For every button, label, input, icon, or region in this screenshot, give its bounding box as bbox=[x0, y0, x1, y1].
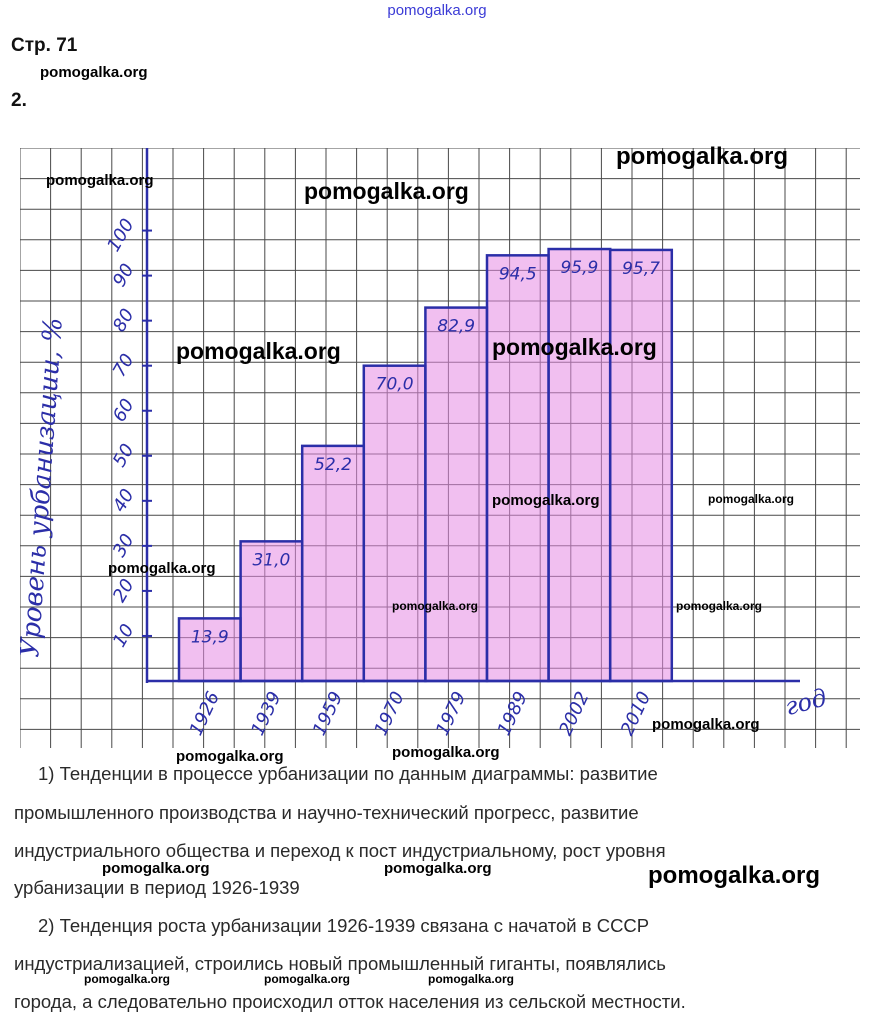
bar-value-label: 95,9 bbox=[560, 258, 599, 279]
y-tick-label: 50 bbox=[108, 440, 139, 471]
bar-value-label: 31,0 bbox=[252, 550, 291, 571]
watermark-text: pomogalka.org bbox=[264, 972, 351, 986]
urbanization-chart bbox=[20, 148, 860, 748]
watermark-text: pomogalka.org bbox=[176, 338, 341, 364]
watermark-text: pomogalka.org bbox=[40, 64, 148, 81]
answer-2-line-2: индустриализацией, строились новый промышленный гиганты, появлялись bbox=[14, 953, 666, 974]
chart-canvas bbox=[20, 148, 860, 748]
x-tick-label: 1959 bbox=[308, 688, 348, 739]
watermark-text: pomogalka.org bbox=[102, 860, 210, 877]
bar-2010 bbox=[610, 250, 672, 681]
answer-1-line-3: индустриального общества и переход к пост индустриальному, рост уровня bbox=[14, 840, 666, 861]
watermark-text: pomogalka.org bbox=[708, 492, 795, 506]
x-tick-label: 1989 bbox=[493, 688, 533, 739]
x-tick-label: 1939 bbox=[247, 688, 286, 739]
y-tick-label: 40 bbox=[108, 485, 139, 516]
watermark-text: pomogalka.org bbox=[676, 599, 763, 613]
x-tick-label: 2010 bbox=[616, 688, 656, 739]
watermark-text: pomogalka.org bbox=[392, 744, 500, 761]
watermark-text: pomogalka.org bbox=[616, 143, 789, 170]
y-tick-label: 70 bbox=[108, 350, 139, 381]
bar-2002 bbox=[549, 249, 611, 681]
bar-value-label: 13,9 bbox=[190, 627, 229, 648]
bar-value-label: 70,0 bbox=[375, 374, 414, 395]
answer-2-line-1: 2) Тенденция роста урбанизации 1926-1939 связана с начатой в СССР bbox=[38, 915, 650, 936]
watermark-text: pomogalka.org bbox=[108, 560, 216, 577]
bar-1970 bbox=[364, 366, 426, 681]
bar-value-label: 94,5 bbox=[498, 264, 537, 285]
y-tick-label: 60 bbox=[108, 395, 139, 426]
y-tick-label: 10 bbox=[108, 620, 139, 651]
x-tick-label: 2002 bbox=[555, 688, 594, 739]
bar-1989 bbox=[487, 255, 549, 681]
site-watermark-top: pomogalka.org bbox=[387, 2, 487, 19]
bar-1979 bbox=[425, 308, 487, 681]
x-axis-title: год bbox=[782, 683, 830, 722]
bar-value-label: 52,2 bbox=[314, 454, 352, 475]
bar-1959 bbox=[302, 446, 364, 681]
x-tick-label: 1979 bbox=[432, 688, 471, 739]
watermark-text: pomogalka.org bbox=[304, 178, 469, 204]
bar-value-label: 82,9 bbox=[437, 316, 476, 337]
watermark-text: pomogalka.org bbox=[492, 334, 657, 360]
task-number: 2. bbox=[11, 90, 27, 111]
watermark-text: pomogalka.org bbox=[492, 492, 600, 509]
watermark-text: pomogalka.org bbox=[428, 972, 515, 986]
answer-1-line-4: урбанизации в период 1926-1939 bbox=[14, 877, 300, 898]
y-tick-label: 20 bbox=[108, 575, 139, 606]
answer-2-line-3: города, а следовательно происходил отток населения из сельской местности. bbox=[14, 991, 686, 1012]
watermark-text: pomogalka.org bbox=[46, 172, 154, 189]
bar-value-label: 95,7 bbox=[622, 258, 660, 279]
x-tick-label: 1970 bbox=[370, 688, 409, 739]
x-tick-label: 1926 bbox=[185, 688, 225, 739]
answer-1-line-2: промышленного производства и научно-технический прогресс, развитие bbox=[14, 802, 639, 823]
answer-1-line-1: 1) Тенденции в процессе урбанизации по данным диаграммы: развитие bbox=[38, 763, 658, 784]
watermark-text: pomogalka.org bbox=[384, 860, 492, 877]
y-tick-label: 100 bbox=[103, 215, 139, 256]
y-tick-label: 80 bbox=[108, 305, 139, 336]
watermark-text: pomogalka.org bbox=[392, 599, 479, 613]
y-axis-title: Уровень урбанизации, % bbox=[20, 316, 69, 659]
y-tick-label: 30 bbox=[108, 530, 139, 561]
watermark-text: pomogalka.org bbox=[84, 972, 171, 986]
watermark-text: pomogalka.org bbox=[652, 716, 760, 733]
y-tick-label: 90 bbox=[108, 260, 139, 291]
watermark-text: pomogalka.org bbox=[648, 862, 821, 889]
page-reference: Стр. 71 bbox=[11, 35, 78, 56]
watermark-text: pomogalka.org bbox=[176, 748, 284, 765]
